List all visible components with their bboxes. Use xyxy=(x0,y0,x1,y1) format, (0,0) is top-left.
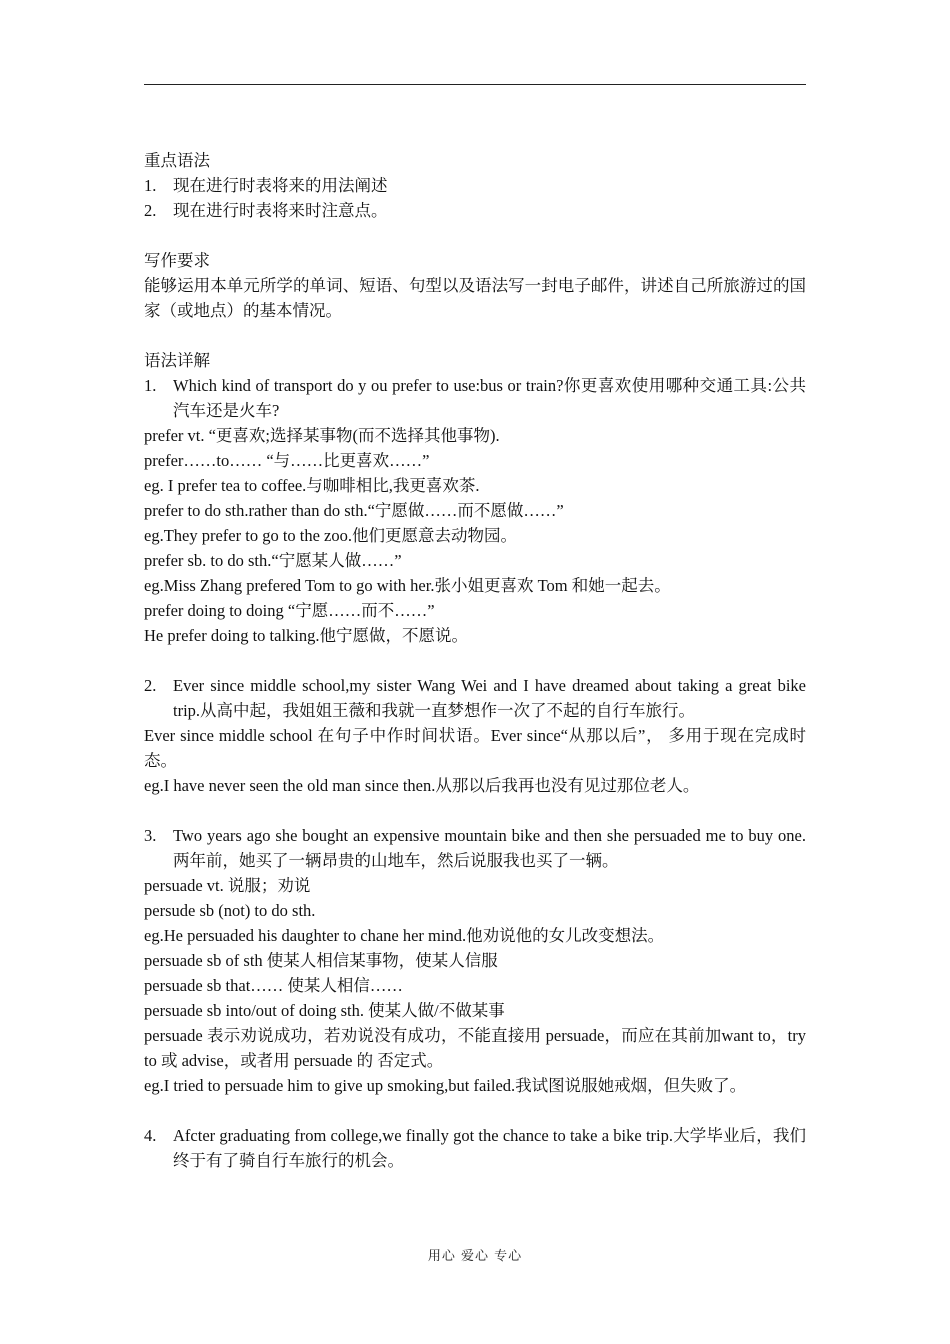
document-body xyxy=(144,148,806,1173)
section-heading-writing: 写作要求 xyxy=(144,251,210,270)
note-line: prefer to do sth.rather than do sth.“宁愿做……而不愿做……” xyxy=(144,501,564,520)
note-line: prefer……to…… “与……比更喜欢……” xyxy=(144,451,430,470)
section-heading-grammar-focus: 重点语法 xyxy=(144,151,210,170)
list-text: 现在进行时表将来时注意点。 xyxy=(173,201,388,220)
list-number: 4. xyxy=(144,1126,157,1145)
list-number: 2. xyxy=(144,201,157,220)
note-line: persuade sb of sth 使某人相信某事物，使某人信服 xyxy=(144,951,498,970)
page-footer: 用心 爱心 专心 xyxy=(427,1249,523,1264)
note-line: He prefer doing to talking.他宁愿做，不愿说。 xyxy=(144,626,468,645)
note-line: persude sb (not) to do sth. xyxy=(144,901,316,920)
note-line: eg.I have never seen the old man since then.从那以后我再也没有见过那位老人。 xyxy=(144,776,700,795)
note-line: prefer doing to doing “宁愿……而不……” xyxy=(144,601,435,620)
note-line: eg.They prefer to go to the zoo.他们更愿意去动物园。 xyxy=(144,526,518,545)
list-number: 2. xyxy=(144,676,157,695)
example-sentence-4 xyxy=(144,1123,806,1173)
section-heading-grammar-detail: 语法详解 xyxy=(144,351,210,370)
note-line: eg.He persuaded his daughter to chane her mind.他劝说他的女儿改变想法。 xyxy=(144,926,665,945)
list-number: 1. xyxy=(144,176,157,195)
note-line: eg.Miss Zhang prefered Tom to go with her.张小姐更喜欢 Tom 和她一起去。 xyxy=(144,576,671,595)
note-paragraph: eg.I tried to persuade him to give up smoking,but failed.我试图说服她戒烟，但失败了。 xyxy=(144,1076,747,1095)
note-line: persuade vt. 说服；劝说 xyxy=(144,876,311,895)
example-sentence-2 xyxy=(144,673,806,723)
example-sentence-1 xyxy=(144,373,806,423)
list-text: Two years ago she bought an expensive mountain bike and then she persuaded me to buy one.两年前，她买了一辆昂贵的山地车，然后说服我也买了一辆。 xyxy=(173,826,806,870)
list-text: 现在进行时表将来的用法阐述 xyxy=(173,176,388,195)
writing-requirement-text: 能够运用本单元所学的单词、短语、句型以及语法写一封电子邮件，讲述自己所旅游过的国家（或地点）的基本情况。 xyxy=(144,276,806,320)
note-line: persuade sb that…… 使某人相信…… xyxy=(144,976,403,995)
list-text: Ever since middle school,my sister Wang Wei and I have dreamed about taking a great bike trip.从高中起，我姐姐王薇和我就一直梦想作一次了不起的自行车旅行。 xyxy=(173,676,806,720)
list-item xyxy=(144,198,806,223)
list-item xyxy=(144,173,806,198)
note-line: prefer sb. to do sth.“宁愿某人做……” xyxy=(144,551,402,570)
example-sentence-3 xyxy=(144,823,806,873)
list-number: 3. xyxy=(144,826,157,845)
list-text: Which kind of transport do y ou prefer to use:bus or train?你更喜欢使用哪种交通工具:公共汽车还是火车? xyxy=(173,376,806,420)
header-rule xyxy=(144,84,806,85)
note-paragraph: Ever since middle school 在句子中作时间状语。Ever since“从那以后”， 多用于现在完成时态。 xyxy=(144,726,806,770)
list-number: 1. xyxy=(144,376,157,395)
list-text: Afcter graduating from college,we finally got the chance to take a bike trip.大学毕业后，我们终于有了骑自行车旅行的机会。 xyxy=(173,1126,806,1170)
note-line: persuade sb into/out of doing sth. 使某人做/不做某事 xyxy=(144,1001,505,1020)
note-line: prefer vt. “更喜欢;选择某事物(而不选择其他事物). xyxy=(144,426,500,445)
note-line: eg. I prefer tea to coffee.与咖啡相比,我更喜欢茶. xyxy=(144,476,480,495)
note-paragraph: persuade 表示劝说成功，若劝说没有成功，不能直接用 persuade，而应在其前加want to，try to 或 advise，或者用 persuade 的 否定式。 xyxy=(144,1026,806,1070)
